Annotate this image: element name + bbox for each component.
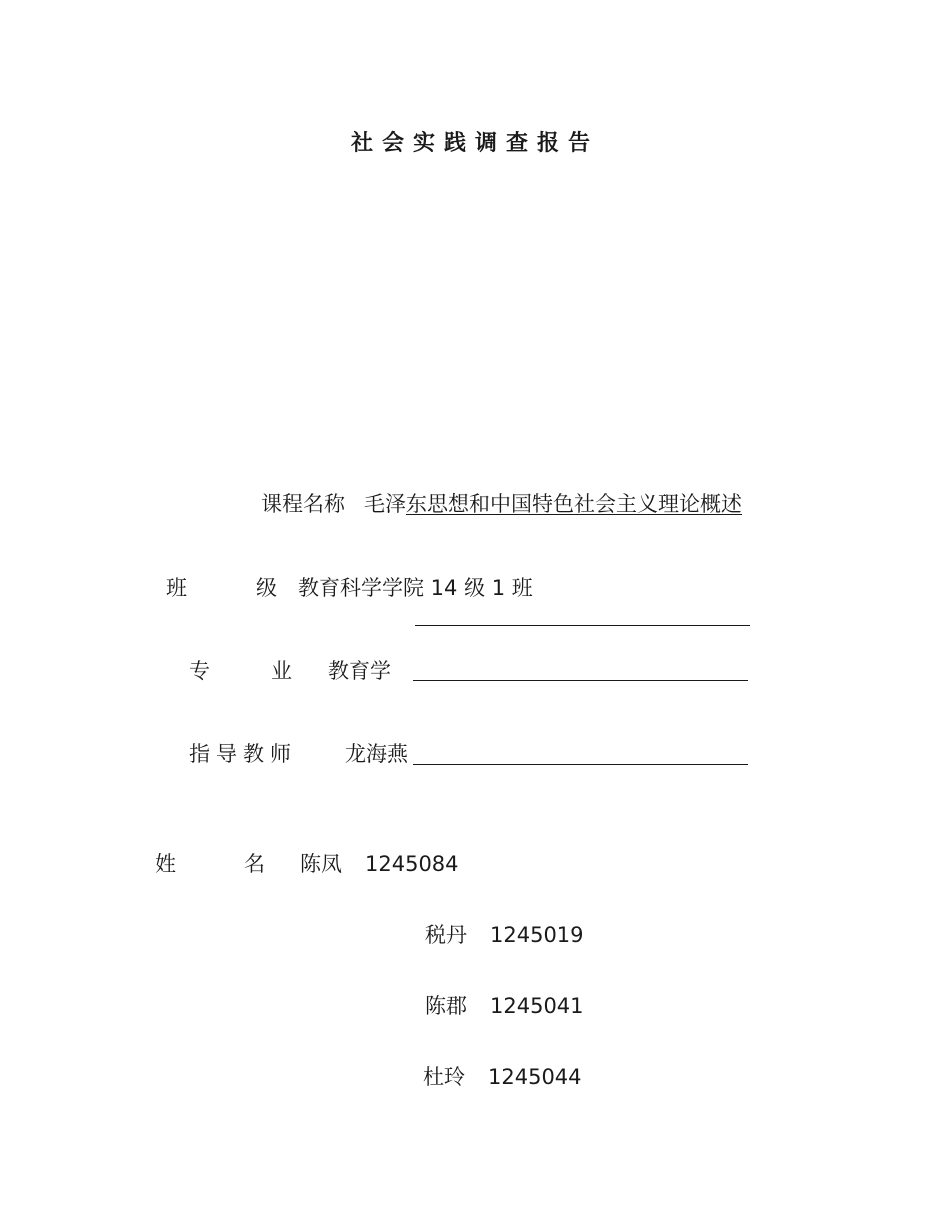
report-title: 社会实践调查报告	[350, 131, 599, 156]
member-id: 1245019	[490, 923, 584, 947]
member-name: 陈郡	[425, 994, 467, 1018]
major-underline	[413, 680, 748, 681]
major-label-char-2: 业	[271, 659, 292, 683]
course-name-prefix: 毛泽	[364, 492, 406, 516]
member-name: 杜玲	[423, 1065, 465, 1089]
names-label-char-1: 姓	[155, 852, 176, 876]
member-name: 税丹	[425, 923, 467, 947]
course-name-label: 课程名称	[261, 492, 345, 516]
member-id: 1245041	[490, 994, 584, 1018]
major-label-char-1: 专	[189, 659, 210, 683]
class-value: 教育科学学院 14 级 1 班	[298, 576, 533, 600]
class-underline	[415, 625, 750, 626]
major-value: 教育学	[328, 659, 391, 683]
names-label-char-2: 名	[244, 852, 265, 876]
member-name: 陈凤	[300, 852, 342, 876]
class-label-char-2: 级	[256, 576, 277, 600]
course-name-value	[364, 490, 742, 518]
course-name-suffix: 述	[721, 492, 742, 516]
advisor-underline	[413, 764, 748, 765]
member-id: 1245044	[488, 1065, 582, 1089]
class-label-char-1: 班	[166, 576, 187, 600]
advisor-label: 指导教师	[189, 742, 297, 766]
course-name-underlined: 东思想和中国特色社会主义理论概	[406, 492, 721, 516]
member-id: 1245084	[365, 852, 459, 876]
advisor-value: 龙海燕	[345, 742, 408, 766]
